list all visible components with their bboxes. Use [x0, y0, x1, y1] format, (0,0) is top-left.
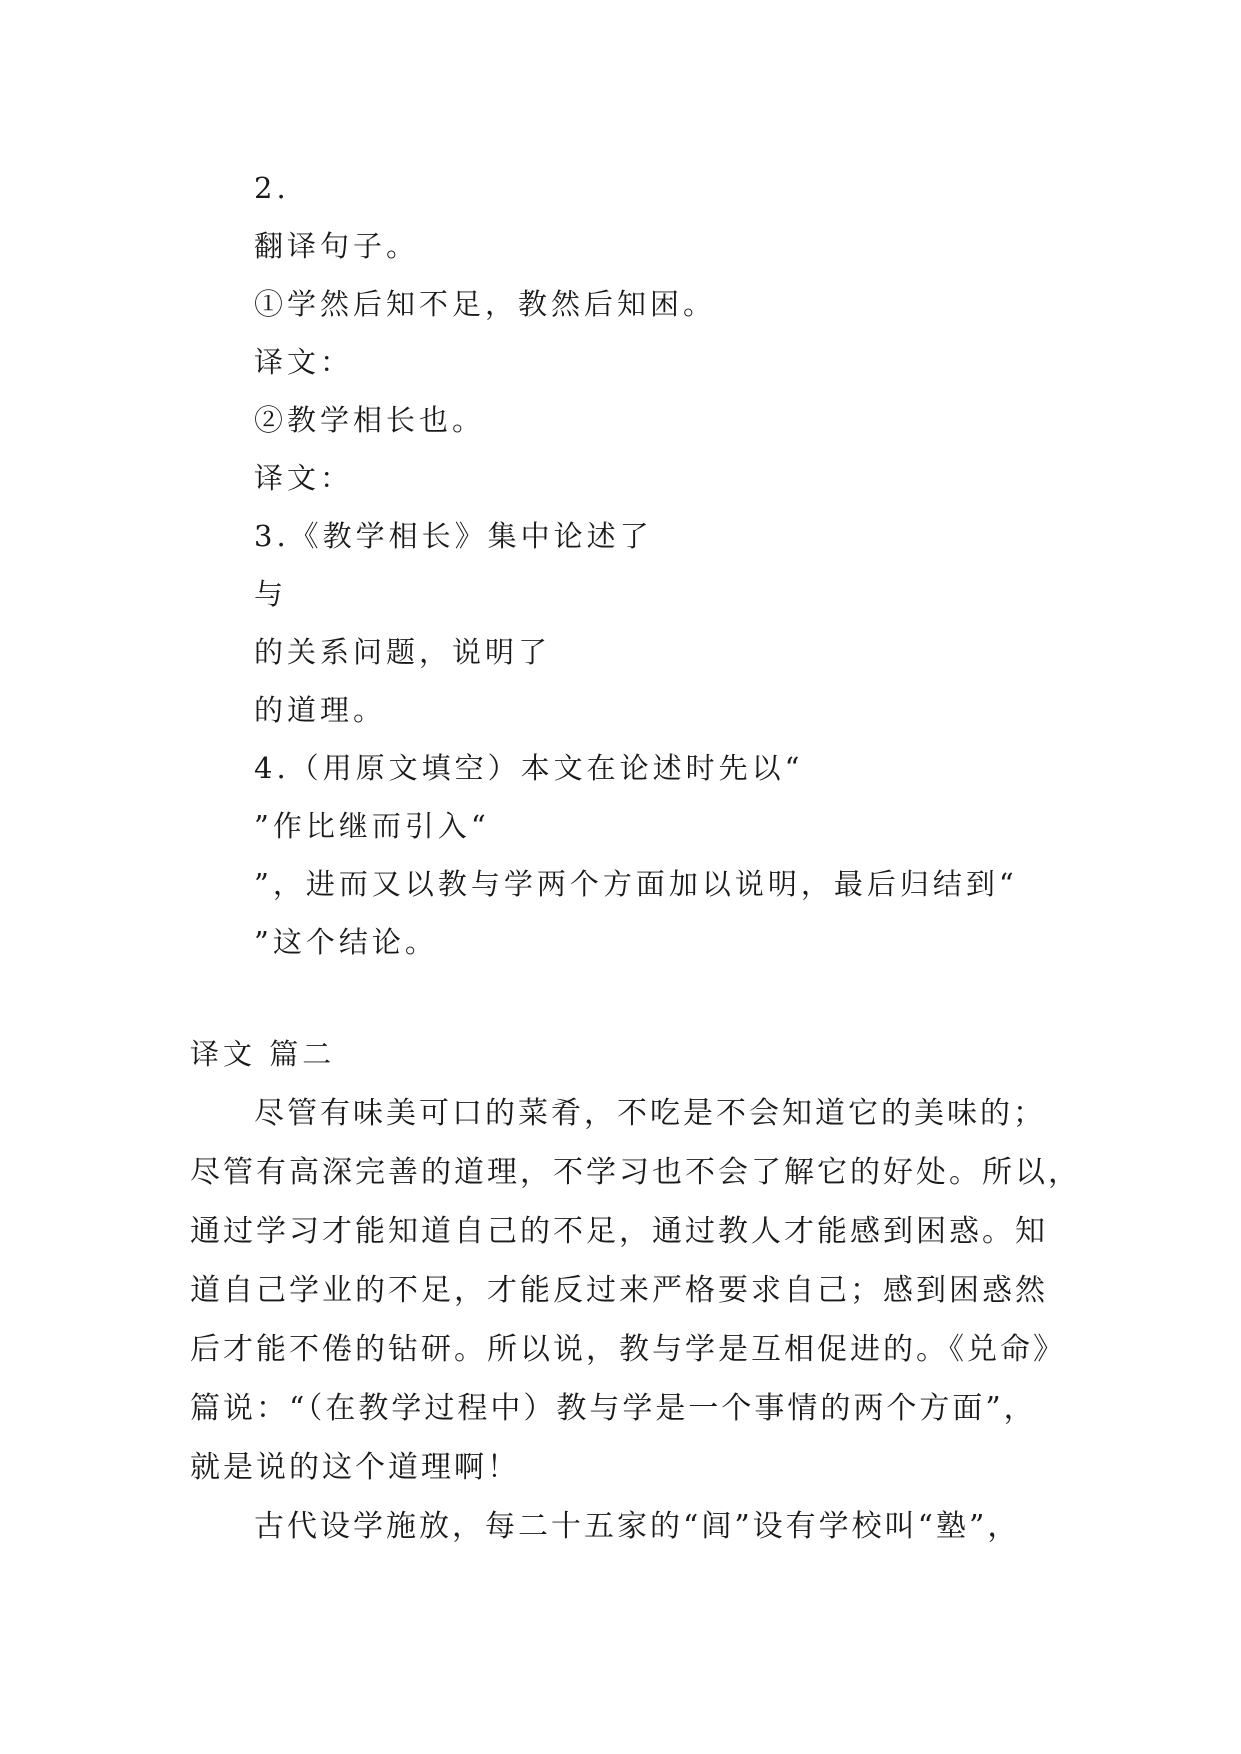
translation-line: 尽管有味美可口的菜肴，不吃是不会知道它的美味的； — [254, 1096, 1046, 1131]
question-3-part-4: 的道理。 — [254, 693, 387, 727]
translation-label-2: 译文： — [254, 461, 354, 495]
question-4-part-4: ”这个结论。 — [254, 925, 438, 959]
question-number-2: 2. — [254, 171, 290, 205]
translation-line: 通过学习才能知道自己的不足，通过教人才能感到困惑。知 — [190, 1214, 1048, 1249]
translation-line: 就是说的这个道理啊！ — [190, 1450, 520, 1485]
translation-line: 后才能不倦的钻研。所以说，教与学是互相促进的。《兑命》 — [190, 1332, 1066, 1367]
question-3: 3.《教学相长》集中论述了 — [254, 519, 653, 553]
question-4-part-3: ”，进而又以教与学两个方面加以说明，最后归结到“ — [254, 867, 1018, 901]
question-4-part-2: ”作比继而引入“ — [254, 809, 490, 843]
sentence-2: ②教学相长也。 — [254, 403, 486, 437]
question-4: 4.（用原文填空）本文在论述时先以“ — [254, 751, 804, 785]
section-title: 译文 篇二 — [190, 1037, 336, 1071]
translation-line: 道自己学业的不足，才能反过来严格要求自己；感到困惑然 — [190, 1273, 1048, 1308]
question-3-part-2: 与 — [254, 577, 288, 611]
translation-label-1: 译文： — [254, 345, 354, 379]
sentence-1: ①学然后知不足，教然后知困。 — [254, 287, 717, 321]
question-instruction: 翻译句子。 — [254, 229, 420, 263]
translation-line: 篇说：“（在教学过程中）教与学是一个事情的两个方面”， — [190, 1391, 1037, 1426]
translation-line: 尽管有高深完善的道理，不学习也不会了解它的好处。所以， — [190, 1155, 1081, 1190]
question-3-part-3: 的关系问题，说明了 — [254, 635, 552, 669]
translation-line: 古代设学施放，每二十五家的“闾”设有学校叫“塾”， — [254, 1509, 1021, 1544]
